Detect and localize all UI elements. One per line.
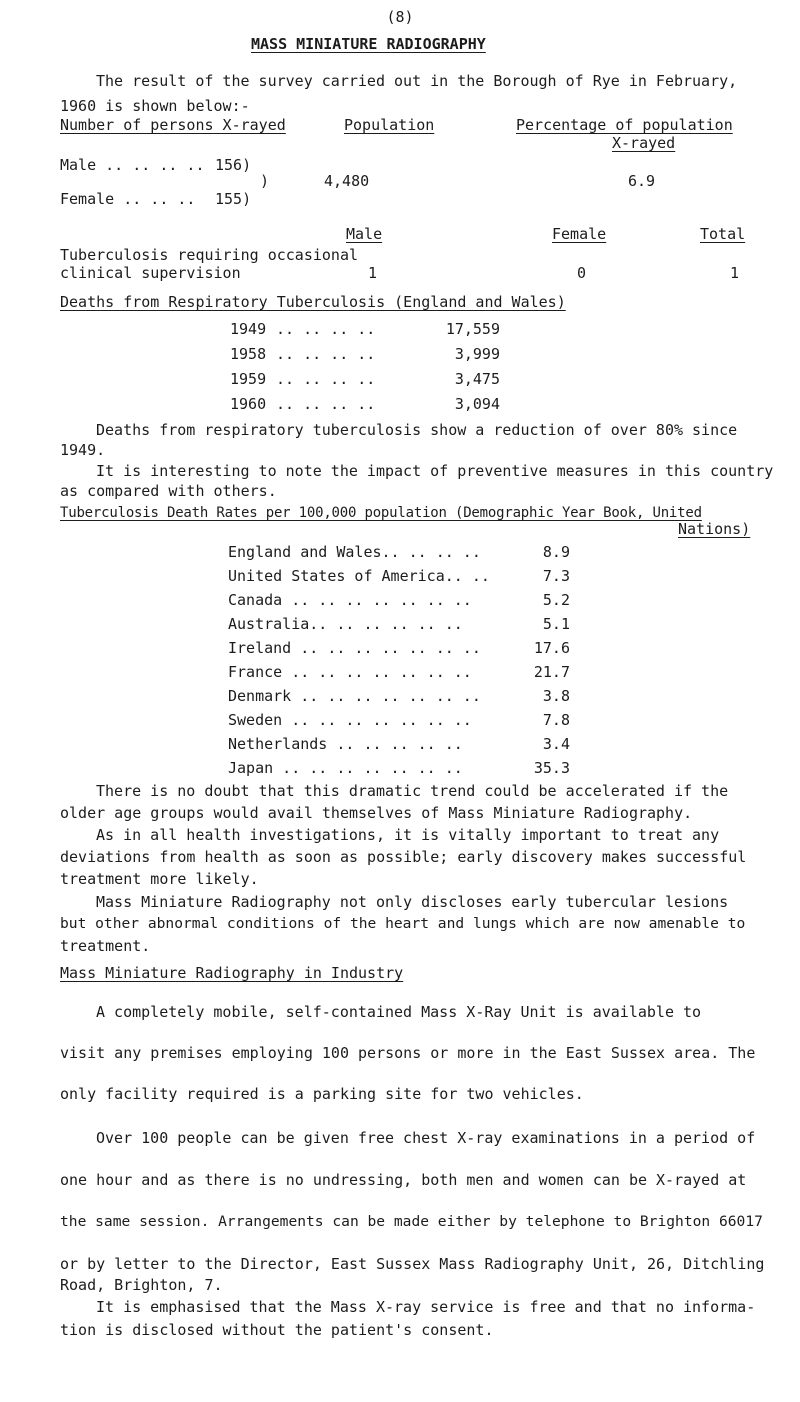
rate-country: Denmark .. .. .. .. .. .. .. bbox=[228, 687, 481, 705]
percentage-value: 6.9 bbox=[628, 172, 656, 190]
rate-country: Netherlands .. .. .. .. .. bbox=[228, 735, 463, 753]
tb-male-header: Male bbox=[346, 225, 383, 243]
industry-line: one hour and as there is no undressing, both men and women can be X-rayed at bbox=[60, 1171, 747, 1189]
tb-male-value: 1 bbox=[368, 264, 378, 282]
death-rates-heading: Tuberculosis Death Rates per 100,000 population (Demographic Year Book, United bbox=[60, 505, 702, 521]
rate-value: 7.3 bbox=[542, 567, 570, 585]
col-percentage-header: Percentage of population bbox=[516, 116, 733, 134]
female-label: Female .. .. .. bbox=[60, 190, 196, 208]
page-number: (8) bbox=[386, 8, 414, 26]
rate-value: 5.2 bbox=[542, 591, 570, 609]
tb-label-1: Tuberculosis requiring occasional bbox=[60, 246, 359, 264]
rate-country: Sweden .. .. .. .. .. .. .. bbox=[228, 711, 472, 729]
trend-line: older age groups would avail themselves of Mass Miniature Radiography. bbox=[60, 804, 693, 822]
deaths-leader: .. .. .. .. bbox=[276, 395, 376, 413]
male-value: 156) bbox=[215, 156, 252, 174]
industry-line: only facility required is a parking site for two vehicles. bbox=[60, 1085, 584, 1103]
page-heading: MASS MINIATURE RADIOGRAPHY bbox=[251, 35, 486, 53]
impact-line-1: It is interesting to note the impact of preventive measures in this country bbox=[96, 462, 774, 480]
industry-heading: Mass Miniature Radiography in Industry bbox=[60, 964, 404, 982]
tb-total-header: Total bbox=[700, 225, 746, 243]
rate-value: 21.7 bbox=[533, 663, 570, 681]
trend-line: There is no doubt that this dramatic trend could be accelerated if the bbox=[96, 782, 729, 800]
deaths-leader: .. .. .. .. bbox=[276, 345, 376, 363]
deaths-value: 3,999 bbox=[454, 345, 500, 363]
tb-label-2: clinical supervision bbox=[60, 264, 241, 282]
trend-line: treatment more likely. bbox=[60, 870, 259, 888]
rate-country: Canada .. .. .. .. .. .. .. bbox=[228, 591, 472, 609]
col-percentage-header-2: X-rayed bbox=[612, 134, 676, 152]
deaths-year: 1949 bbox=[230, 320, 267, 338]
impact-line-2: as compared with others. bbox=[60, 482, 277, 500]
trend-line: but other abnormal conditions of the heart and lungs which are now amenable to bbox=[60, 915, 746, 932]
tb-female-value: 0 bbox=[577, 264, 587, 282]
rate-country: Japan .. .. .. .. .. .. .. bbox=[228, 759, 463, 777]
rate-value: 3.8 bbox=[542, 687, 570, 705]
rate-country: Ireland .. .. .. .. .. .. .. bbox=[228, 639, 481, 657]
deaths-year: 1958 bbox=[230, 345, 267, 363]
rate-country: United States of America.. .. bbox=[228, 567, 490, 585]
rate-value: 5.1 bbox=[542, 615, 570, 633]
industry-line: the same session. Arrangements can be made either by telephone to Brighton 66017 bbox=[60, 1213, 763, 1230]
trend-line: deviations from health as soon as possible; early discovery makes successful bbox=[60, 848, 747, 866]
deaths-year: 1960 bbox=[230, 395, 267, 413]
deaths-value: 3,094 bbox=[454, 395, 500, 413]
deaths-note-2: 1949. bbox=[60, 441, 106, 459]
male-label: Male .. .. .. .. bbox=[60, 156, 205, 174]
rate-value: 17.6 bbox=[533, 639, 570, 657]
col-population-header: Population bbox=[344, 116, 435, 134]
deaths-leader: .. .. .. .. bbox=[276, 320, 376, 338]
rate-value: 8.9 bbox=[542, 543, 570, 561]
industry-line: A completely mobile, self-contained Mass X-Ray Unit is available to bbox=[96, 1003, 702, 1021]
deaths-heading: Deaths from Respiratory Tuberculosis (England and Wales) bbox=[60, 293, 566, 311]
deaths-year: 1959 bbox=[230, 370, 267, 388]
tb-female-header: Female bbox=[552, 225, 607, 243]
industry-line: Road, Brighton, 7. bbox=[60, 1276, 223, 1294]
intro-line-1: The result of the survey carried out in the Borough of Rye in February, bbox=[96, 72, 738, 90]
trend-line: treatment. bbox=[60, 937, 151, 955]
intro-line-2: 1960 is shown below:- bbox=[60, 97, 250, 115]
rate-country: England and Wales.. .. .. .. bbox=[228, 543, 481, 561]
female-value: 155) bbox=[215, 190, 252, 208]
deaths-leader: .. .. .. .. bbox=[276, 370, 376, 388]
rate-country: France .. .. .. .. .. .. .. bbox=[228, 663, 472, 681]
death-rates-heading-2: Nations) bbox=[678, 520, 751, 538]
rate-value: 35.3 bbox=[533, 759, 570, 777]
rate-value: 7.8 bbox=[542, 711, 570, 729]
trend-line: As in all health investigations, it is vitally important to treat any bbox=[96, 826, 720, 844]
col-persons-header: Number of persons X-rayed bbox=[60, 116, 286, 134]
industry-line: Over 100 people can be given free chest X-ray examinations in a period of bbox=[96, 1129, 756, 1147]
industry-line: It is emphasised that the Mass X-ray service is free and that no informa- bbox=[96, 1298, 756, 1316]
trend-line: Mass Miniature Radiography not only discloses early tubercular lesions bbox=[96, 893, 729, 911]
bracket-middle: ) bbox=[260, 172, 270, 190]
deaths-note-1: Deaths from respiratory tuberculosis show a reduction of over 80% since bbox=[96, 421, 738, 439]
deaths-value: 17,559 bbox=[445, 320, 500, 338]
industry-line: tion is disclosed without the patient's consent. bbox=[60, 1321, 494, 1339]
rate-country: Australia.. .. .. .. .. .. bbox=[228, 615, 463, 633]
tb-total-value: 1 bbox=[730, 264, 740, 282]
industry-line: or by letter to the Director, East Sussex Mass Radiography Unit, 26, Ditchling bbox=[60, 1255, 765, 1273]
industry-line: visit any premises employing 100 persons or more in the East Sussex area. The bbox=[60, 1044, 756, 1062]
rate-value: 3.4 bbox=[542, 735, 570, 753]
population-value: 4,480 bbox=[324, 172, 370, 190]
deaths-value: 3,475 bbox=[454, 370, 500, 388]
